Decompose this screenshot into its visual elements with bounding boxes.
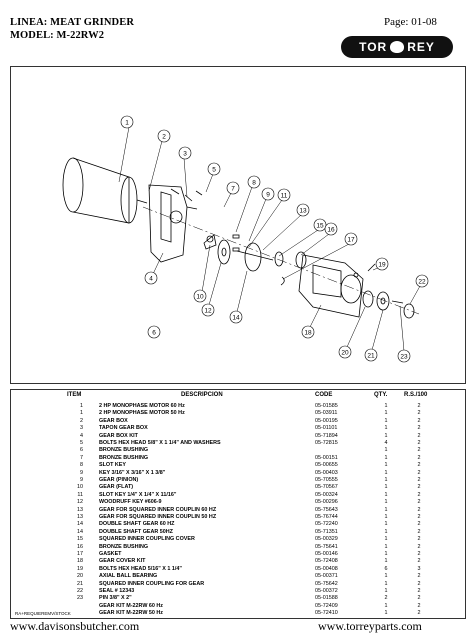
qty-cell: 1: [384, 403, 388, 409]
description-cell: BRONZE BUSHING: [99, 454, 149, 461]
description-cell: GASKET: [99, 551, 122, 557]
item-cell: 17: [77, 551, 83, 557]
item-cell: 8: [80, 462, 83, 469]
code-cell: 05-00655: [315, 462, 338, 469]
logo-text-left: TOR: [359, 40, 388, 54]
description-cell: AXIAL BALL BEARING: [99, 573, 158, 580]
description-cell: GEAR KIT M-22RW 50 Hz: [99, 610, 163, 617]
rs-cell: 2: [417, 447, 421, 454]
callout-21: 21: [367, 352, 375, 360]
logo-text-right: REY: [407, 40, 435, 54]
rs-cell: 2: [417, 432, 421, 439]
code-cell: 05-01101: [315, 425, 338, 432]
rs-cell: 2: [417, 528, 421, 535]
callout-12: 12: [204, 307, 212, 315]
code-cell: 05-00195: [315, 417, 338, 424]
rs-cell: 2: [417, 610, 421, 617]
item-cell: 1: [80, 403, 83, 409]
description-cell: DOUBLE SHAFT GEAR 50HZ: [99, 528, 173, 535]
inner-coupling-part: [377, 292, 389, 310]
description-cell: KEY 3/16" X 3/16" X 1 3/8": [99, 469, 166, 476]
description-cell: SEAL # 12343: [99, 588, 135, 594]
item-cell: 21: [77, 580, 83, 587]
rs-cell: 2: [417, 484, 421, 491]
callout-2: 2: [162, 133, 166, 141]
description-cell: BRONZE BUSHING: [99, 543, 149, 550]
description-cell: SQUARED INNER COUPLING COVER: [99, 536, 195, 543]
rs-cell: 2: [417, 595, 421, 602]
callout-15: 15: [316, 222, 324, 230]
pinion-gear-part: [204, 235, 216, 249]
description-cell: GEAR (PINION): [99, 477, 139, 483]
rs-cell: 2: [417, 580, 421, 587]
qty-cell: 1: [384, 477, 388, 483]
col-description-header: DESCRIPCION: [181, 392, 223, 398]
bull-icon: [390, 41, 404, 53]
description-cell: SLOT KEY 1/4" X 1/4" X 11/16": [99, 491, 177, 498]
item-cell: 2: [80, 417, 83, 424]
item-cell: 1: [80, 410, 83, 417]
qty-cell: 1: [384, 588, 388, 594]
code-cell: 05-76744: [315, 514, 338, 520]
description-cell: GEAR KIT M-22RW 60 Hz: [99, 602, 163, 609]
col-code-header: CODE: [315, 392, 333, 398]
item-cell: 16: [77, 543, 83, 550]
qty-cell: 1: [384, 499, 388, 506]
qty-cell: 1: [384, 610, 388, 617]
footer-left-link[interactable]: www.davisonsbutcher.com: [10, 619, 140, 633]
rs-cell: 2: [417, 551, 421, 557]
item-cell: 12: [77, 499, 83, 506]
qty-cell: 1: [384, 602, 388, 609]
motor-part: [63, 158, 147, 223]
qty-cell: 1: [384, 573, 388, 580]
rs-cell: 2: [417, 410, 421, 417]
col-rs-header: R.S./100: [404, 392, 428, 398]
ball-bearing-part: [363, 291, 373, 307]
code-cell: 05-00296: [315, 499, 338, 506]
item-cell: 6: [80, 447, 83, 454]
rs-cell: 2: [417, 602, 421, 609]
description-cell: SLOT KEY: [99, 462, 126, 469]
callout-6-label: 6: [152, 329, 156, 337]
qty-cell: 1: [384, 454, 388, 461]
qty-cell: 1: [384, 447, 388, 454]
code-cell: 05-72410: [315, 610, 338, 617]
code-cell: 05-00372: [315, 588, 338, 594]
gear-cover-part: [299, 255, 363, 317]
item-cell: 10: [77, 484, 83, 491]
qty-cell: 2: [384, 595, 388, 602]
callouts: [121, 116, 428, 362]
code-cell: 05-72409: [315, 602, 338, 609]
col-qty-header: QTY.: [374, 392, 388, 398]
callout-7: 7: [231, 185, 235, 193]
table-row: [11, 609, 465, 617]
rs-cell: 2: [417, 491, 421, 498]
description-cell: BOLTS HEX HEAD 5/16" X 1 1/4": [99, 565, 182, 572]
item-cell: 20: [77, 573, 83, 580]
rs-cell: 2: [417, 514, 421, 520]
qty-cell: 1: [384, 410, 388, 417]
qty-cell: 1: [384, 580, 388, 587]
code-cell: 05-71894: [315, 432, 338, 439]
qty-cell: 1: [384, 432, 388, 439]
line-title: LINEA: MEAT GRINDER: [10, 17, 135, 28]
callout-4: 4: [149, 275, 153, 283]
rs-cell: 2: [417, 543, 421, 550]
code-cell: 05-01588: [315, 595, 338, 602]
callout-20: 20: [341, 349, 349, 357]
item-cell: 9: [80, 469, 83, 476]
description-cell: GEAR FOR SQUARED INNER COUPLIN 50 HZ: [99, 514, 217, 520]
rs-cell: 2: [417, 521, 421, 528]
seal-part: [404, 304, 414, 318]
rs-cell: 2: [417, 454, 421, 461]
item-cell: 7: [80, 454, 83, 461]
code-cell: 05-75642: [315, 580, 338, 587]
description-cell: 2 HP MONOPHASE MOTOR 60 Hz: [99, 403, 185, 409]
description-cell: PIN 3/8" X 2": [99, 595, 132, 602]
callout-1: 1: [125, 119, 129, 127]
qty-cell: 1: [384, 462, 388, 469]
code-cell: 05-03911: [315, 410, 338, 417]
qty-cell: 1: [384, 514, 388, 520]
description-cell: BRONZE BUSHING: [99, 447, 149, 454]
qty-cell: 1: [384, 484, 388, 491]
callout-17: 17: [347, 236, 355, 244]
torrey-logo: [341, 36, 453, 58]
qty-cell: 1: [384, 425, 388, 432]
qty-cell: 1: [384, 551, 388, 557]
callout-13: 13: [299, 207, 307, 215]
gear-box-part: [149, 185, 197, 262]
rs-cell: 2: [417, 536, 421, 543]
col-item-header: ITEM: [67, 392, 82, 398]
parts-table: [10, 389, 466, 619]
rs-cell: 2: [417, 417, 421, 424]
rs-cell: 2: [417, 499, 421, 506]
rs-cell: 2: [417, 462, 421, 469]
code-cell: 05-00371: [315, 573, 338, 580]
description-cell: 2 HP MONOPHASE MOTOR 50 Hz: [99, 410, 185, 417]
item-cell: 15: [77, 536, 83, 543]
footer-right-link[interactable]: www.torreyparts.com: [318, 619, 422, 633]
item-cell: 14: [77, 528, 83, 535]
qty-cell: 1: [384, 558, 388, 565]
rs-cell: 3: [417, 565, 421, 572]
item-cell: 18: [77, 558, 83, 565]
code-cell: 05-00324: [315, 491, 338, 498]
item-cell: 23: [77, 595, 83, 602]
callout-23: 23: [400, 353, 408, 361]
callout-8: 8: [252, 179, 256, 187]
callout-11: 11: [280, 192, 288, 200]
description-cell: DOUBLE SHAFT GEAR 60 HZ: [99, 521, 175, 528]
code-cell: 05-70567: [315, 484, 338, 491]
rs-cell: 2: [417, 469, 421, 476]
code-cell: 05-75641: [315, 543, 338, 550]
flat-gear-part: [218, 240, 230, 264]
code-cell: 05-70555: [315, 477, 338, 483]
rs-cell: 2: [417, 477, 421, 483]
description-cell: WOODRUFF KEY #606-9: [99, 499, 162, 506]
model-title: MODEL: M-22RW2: [10, 30, 105, 41]
rs-cell: 2: [417, 425, 421, 432]
qty-cell: 1: [384, 543, 388, 550]
rs-cell: 2: [417, 573, 421, 580]
callout-19: 19: [378, 261, 386, 269]
double-shaft-gear-part: [237, 243, 273, 271]
item-cell: 4: [80, 432, 83, 439]
qty-cell: 1: [384, 536, 388, 543]
callout-16: 16: [327, 226, 335, 234]
qty-cell: 1: [384, 521, 388, 528]
qty-cell: 1: [384, 528, 388, 535]
qty-cell: 1: [384, 417, 388, 424]
item-cell: 22: [77, 588, 83, 594]
callout-5: 5: [212, 166, 216, 174]
callout-3: 3: [183, 150, 187, 158]
rs-cell: 2: [417, 588, 421, 594]
callout-18: 18: [304, 329, 312, 337]
qty-cell: 1: [384, 506, 388, 513]
callout-14: 14: [232, 314, 240, 322]
code-cell: 05-71351: [315, 528, 338, 535]
rs-cell: 2: [417, 558, 421, 565]
callout-22: 22: [418, 278, 426, 286]
code-cell: 05-01585: [315, 403, 338, 409]
item-cell: 5: [80, 440, 83, 446]
qty-cell: 6: [384, 565, 388, 572]
code-cell: 05-00329: [315, 536, 338, 543]
code-cell: 05-72240: [315, 521, 338, 528]
qty-cell: 1: [384, 469, 388, 476]
description-cell: GEAR BOX: [99, 417, 128, 424]
item-cell: 14: [77, 521, 83, 528]
item-cell: 9: [80, 477, 83, 483]
description-cell: TAPON GEAR BOX: [99, 425, 148, 432]
code-cell: 05-00151: [315, 454, 338, 461]
item-cell: 11: [77, 491, 83, 498]
description-cell: GEAR FOR SQUARED INNER COUPLIN 60 HZ: [99, 506, 217, 513]
qty-cell: 1: [384, 491, 388, 498]
item-cell: 13: [77, 506, 83, 513]
exploded-diagram: [11, 67, 465, 383]
item-cell: 13: [77, 514, 83, 520]
callout-9: 9: [266, 191, 270, 199]
code-cell: 05-00146: [315, 551, 338, 557]
callout-6-circle: [147, 325, 161, 339]
qty-cell: 4: [384, 440, 388, 446]
description-cell: GEAR COVER KIT: [99, 558, 146, 565]
code-cell: 05-72408: [315, 558, 338, 565]
code-cell: 05-00408: [315, 565, 338, 572]
item-cell: 3: [80, 425, 83, 432]
rs-cell: 2: [417, 506, 421, 513]
description-cell: BOLTS HEX HEAD 5/8" X 1 1/4" AND WASHERS: [99, 440, 221, 446]
page-number: Page: 01-08: [384, 16, 437, 28]
callout-10: 10: [196, 293, 204, 301]
code-cell: 05-72815: [315, 440, 338, 446]
description-cell: GEAR BOX KIT: [99, 432, 138, 439]
rs-cell: 2: [417, 403, 421, 409]
table-footnote: RA+REQUIEREMV/STOCK: [15, 611, 71, 616]
description-cell: SQUARED INNER COUPLING FOR GEAR: [99, 580, 205, 587]
item-cell: 19: [77, 565, 83, 572]
code-cell: 05-75643: [315, 506, 338, 513]
exploded-diagram-frame: [10, 66, 466, 384]
description-cell: GEAR (FLAT): [99, 484, 134, 491]
rs-cell: 2: [417, 440, 421, 446]
code-cell: 05-00403: [315, 469, 338, 476]
